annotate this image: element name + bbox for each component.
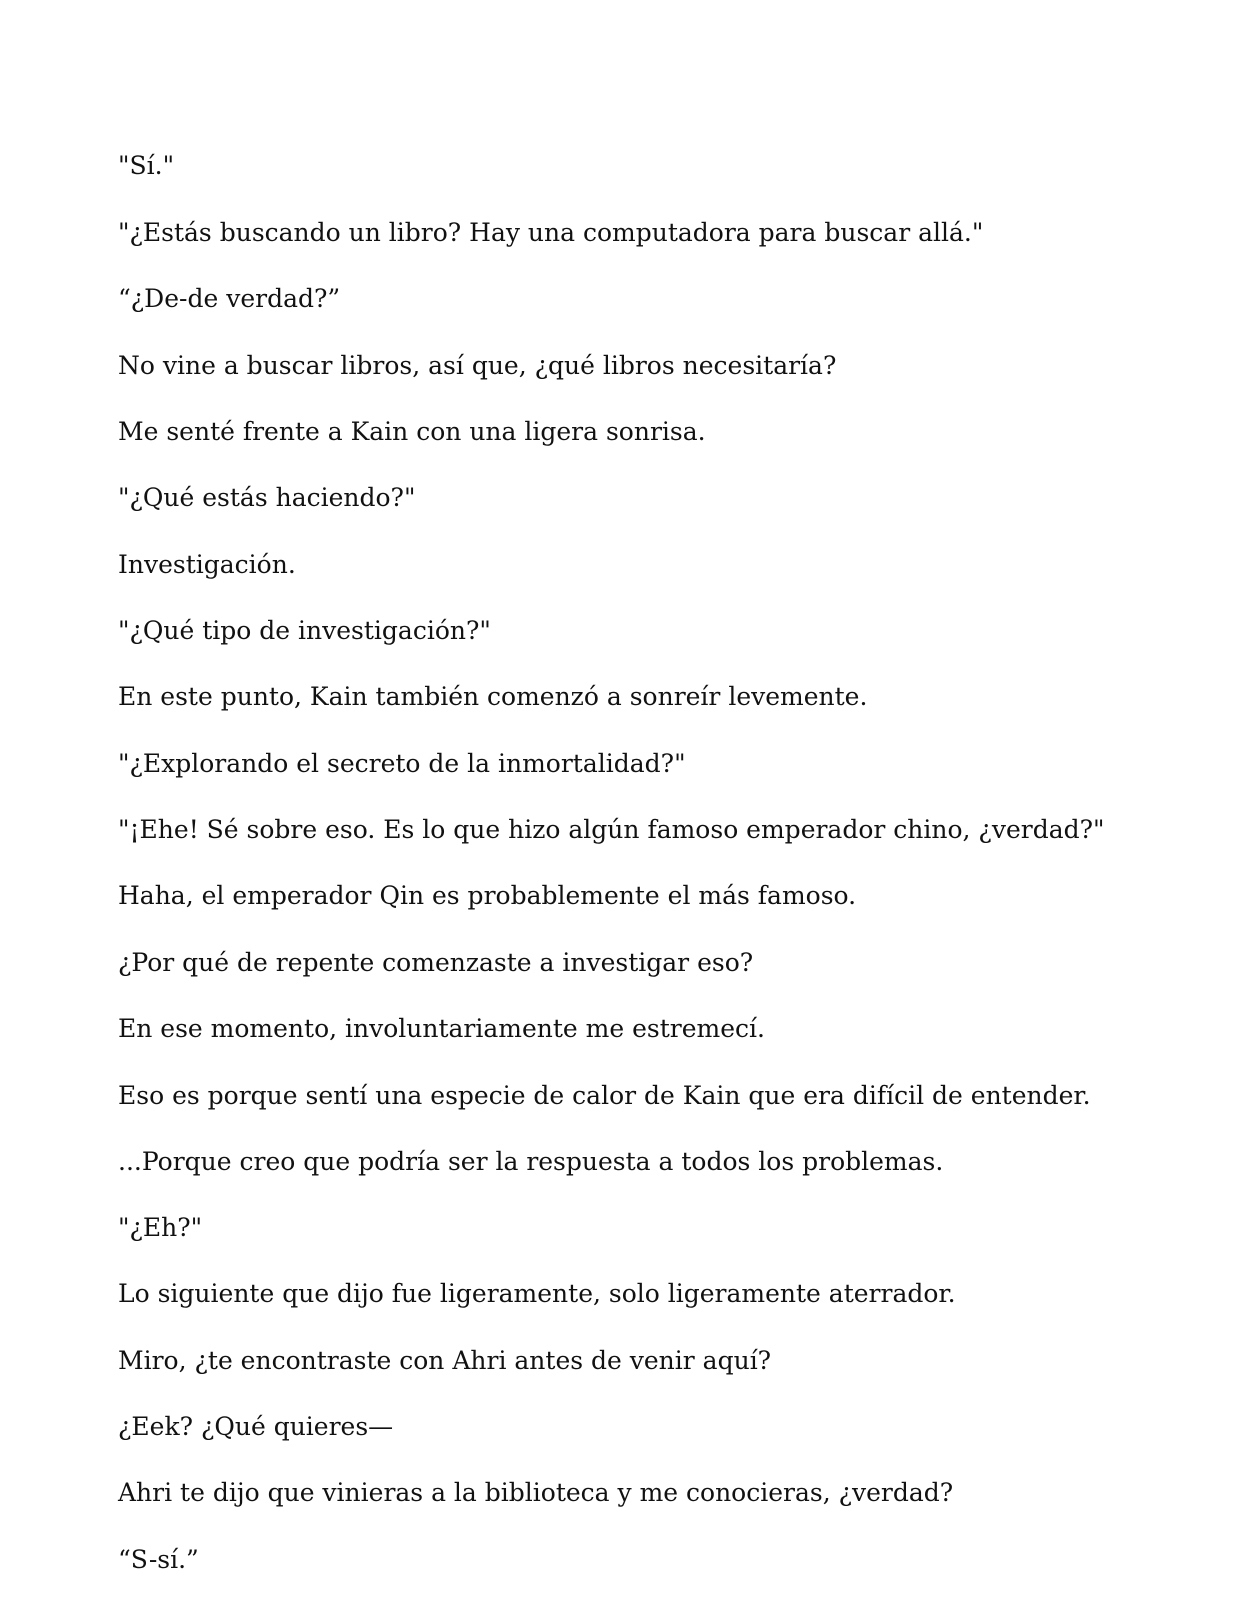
paragraph: “S-sí.” (118, 1545, 199, 1574)
paragraph: "¿Explorando el secreto de la inmortalidad?" (118, 749, 686, 778)
paragraph: No vine a buscar libros, así que, ¿qué libros necesitaría? (118, 351, 837, 380)
paragraph: "¿Qué tipo de investigación?" (118, 616, 491, 645)
paragraph: "¿Eh?" (118, 1213, 203, 1242)
paragraph: Eso es porque sentí una especie de calor de Kain que era difícil de entender. (118, 1081, 1091, 1110)
paragraph: Miro, ¿te encontraste con Ahri antes de venir aquí? (118, 1346, 772, 1375)
paragraph: Ahri te dijo que vinieras a la biblioteca y me conocieras, ¿verdad? (118, 1478, 954, 1507)
paragraph: ¿Por qué de repente comenzaste a investigar eso? (118, 948, 754, 977)
paragraph: Lo siguiente que dijo fue ligeramente, solo ligeramente aterrador. (118, 1279, 956, 1308)
paragraph: Investigación. (118, 550, 296, 579)
paragraph: "Sí." (118, 151, 175, 180)
paragraph: En este punto, Kain también comenzó a sonreír levemente. (118, 682, 868, 711)
paragraph: "¿Qué estás haciendo?" (118, 483, 416, 512)
paragraph: Haha, el emperador Qin es probablemente el más famoso. (118, 881, 857, 910)
paragraph: En ese momento, involuntariamente me estremecí. (118, 1014, 765, 1043)
paragraph: "¿Estás buscando un libro? Hay una computadora para buscar allá." (118, 218, 984, 247)
paragraph: ...Porque creo que podría ser la respuesta a todos los problemas. (118, 1147, 944, 1176)
paragraph: ¿Eek? ¿Qué quieres— (118, 1412, 394, 1441)
paragraph: "¡Ehe! Sé sobre eso. Es lo que hizo algún famoso emperador chino, ¿verdad?" (118, 815, 1105, 844)
paragraph: “¿De-de verdad?” (118, 284, 341, 313)
paragraph: Me senté frente a Kain con una ligera sonrisa. (118, 417, 706, 446)
